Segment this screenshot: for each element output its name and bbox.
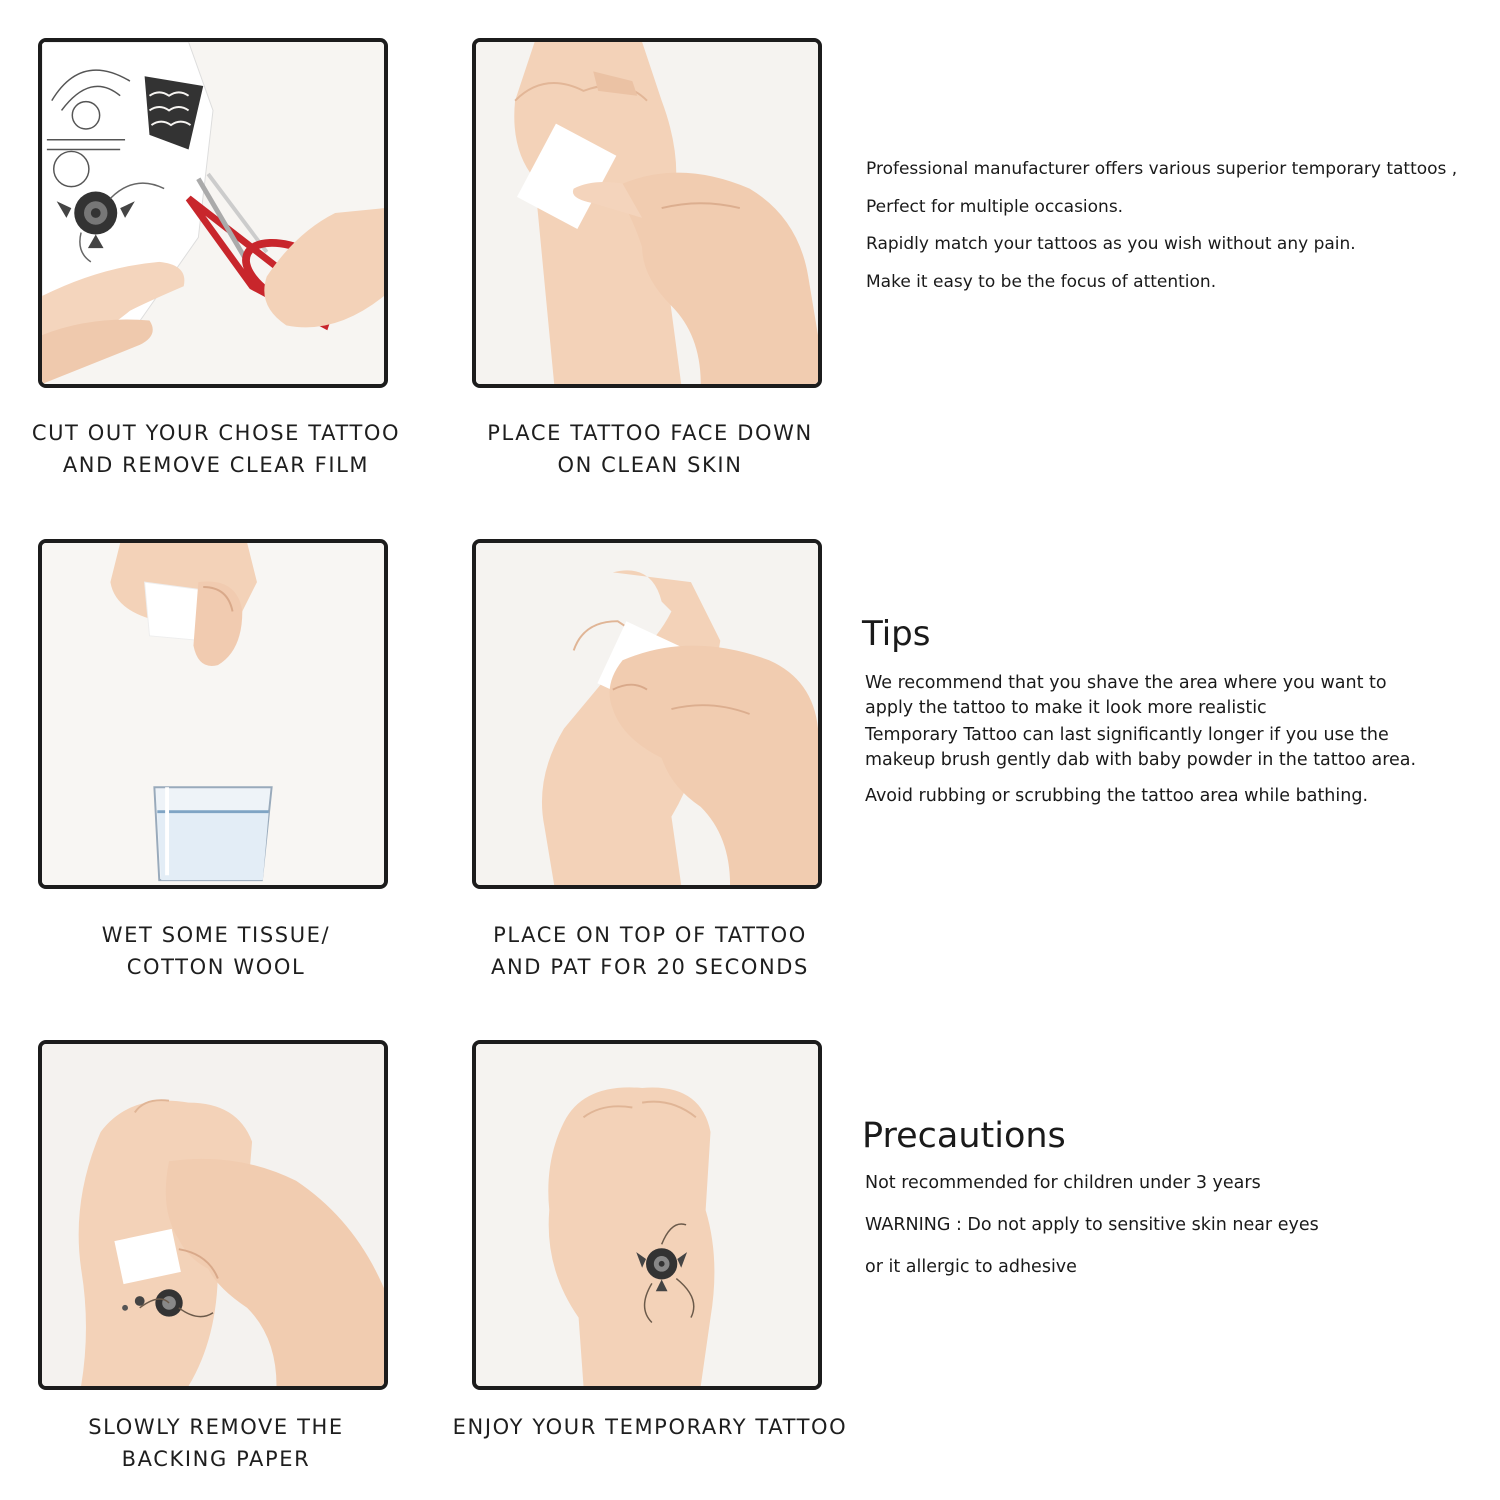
step-5-caption-line2: BACKING PAPER	[121, 1447, 311, 1471]
step-6-image	[472, 1040, 822, 1390]
step-2-caption-line2: ON CLEAN SKIN	[557, 453, 743, 477]
tips-text	[865, 671, 1495, 809]
step-6-caption	[440, 1411, 860, 1443]
precautions-heading: Precautions	[862, 1116, 1066, 1156]
step-3-caption	[6, 919, 426, 983]
step-4-image	[472, 539, 822, 889]
step-4-caption	[440, 919, 860, 983]
step-1-caption-line2: AND REMOVE CLEAR FILM	[62, 453, 370, 477]
step-1-caption	[6, 417, 426, 481]
precautions-line: WARNING : Do not apply to sensitive skin near eyes	[865, 1215, 1319, 1235]
intro-line: Perfect for multiple occasions.	[866, 196, 1124, 217]
tips-line: Temporary Tattoo can last significantly longer if you use the	[865, 725, 1389, 745]
precautions-text	[865, 1172, 1485, 1298]
step-1-caption-line1: CUT OUT YOUR CHOSE TATTOO	[31, 421, 401, 445]
step-6-caption-line1: ENJOY YOUR TEMPORARY TATTOO	[452, 1415, 848, 1439]
step-5-caption-line1: SLOWLY REMOVE THE	[88, 1415, 344, 1439]
step-2-caption	[440, 417, 860, 481]
intro-text	[866, 158, 1496, 308]
tips-heading: Tips	[862, 614, 931, 654]
step-4-caption-line1: PLACE ON TOP OF TATTOO	[493, 923, 807, 947]
step-3-image	[38, 539, 388, 889]
step-2-caption-line1: PLACE TATTOO FACE DOWN	[487, 421, 813, 445]
intro-line: Rapidly match your tattoos as you wish without any pain.	[866, 234, 1356, 254]
intro-line: Professional manufacturer offers various superior temporary tattoos ,	[866, 159, 1458, 179]
intro-line: Make it easy to be the focus of attention.	[866, 271, 1217, 292]
step-3-caption-line1: WET SOME TISSUE/	[101, 923, 331, 947]
tips-line: apply the tattoo to make it look more realistic	[865, 697, 1267, 718]
tips-line: We recommend that you shave the area where you want to	[865, 673, 1387, 693]
step-5-caption	[6, 1411, 426, 1475]
tips-line: makeup brush gently dab with baby powder in the tattoo area.	[865, 749, 1417, 770]
step-3-caption-line2: COTTON WOOL	[126, 955, 306, 979]
step-4-caption-line2: AND PAT FOR 20 SECONDS	[491, 955, 809, 979]
precautions-line: Not recommended for children under 3 years	[865, 1173, 1261, 1193]
step-5-image	[38, 1040, 388, 1390]
precautions-line: or it allergic to adhesive	[865, 1257, 1077, 1277]
tips-line: Avoid rubbing or scrubbing the tattoo area while bathing.	[865, 786, 1369, 806]
step-2-image	[472, 38, 822, 388]
step-1-image	[38, 38, 388, 388]
